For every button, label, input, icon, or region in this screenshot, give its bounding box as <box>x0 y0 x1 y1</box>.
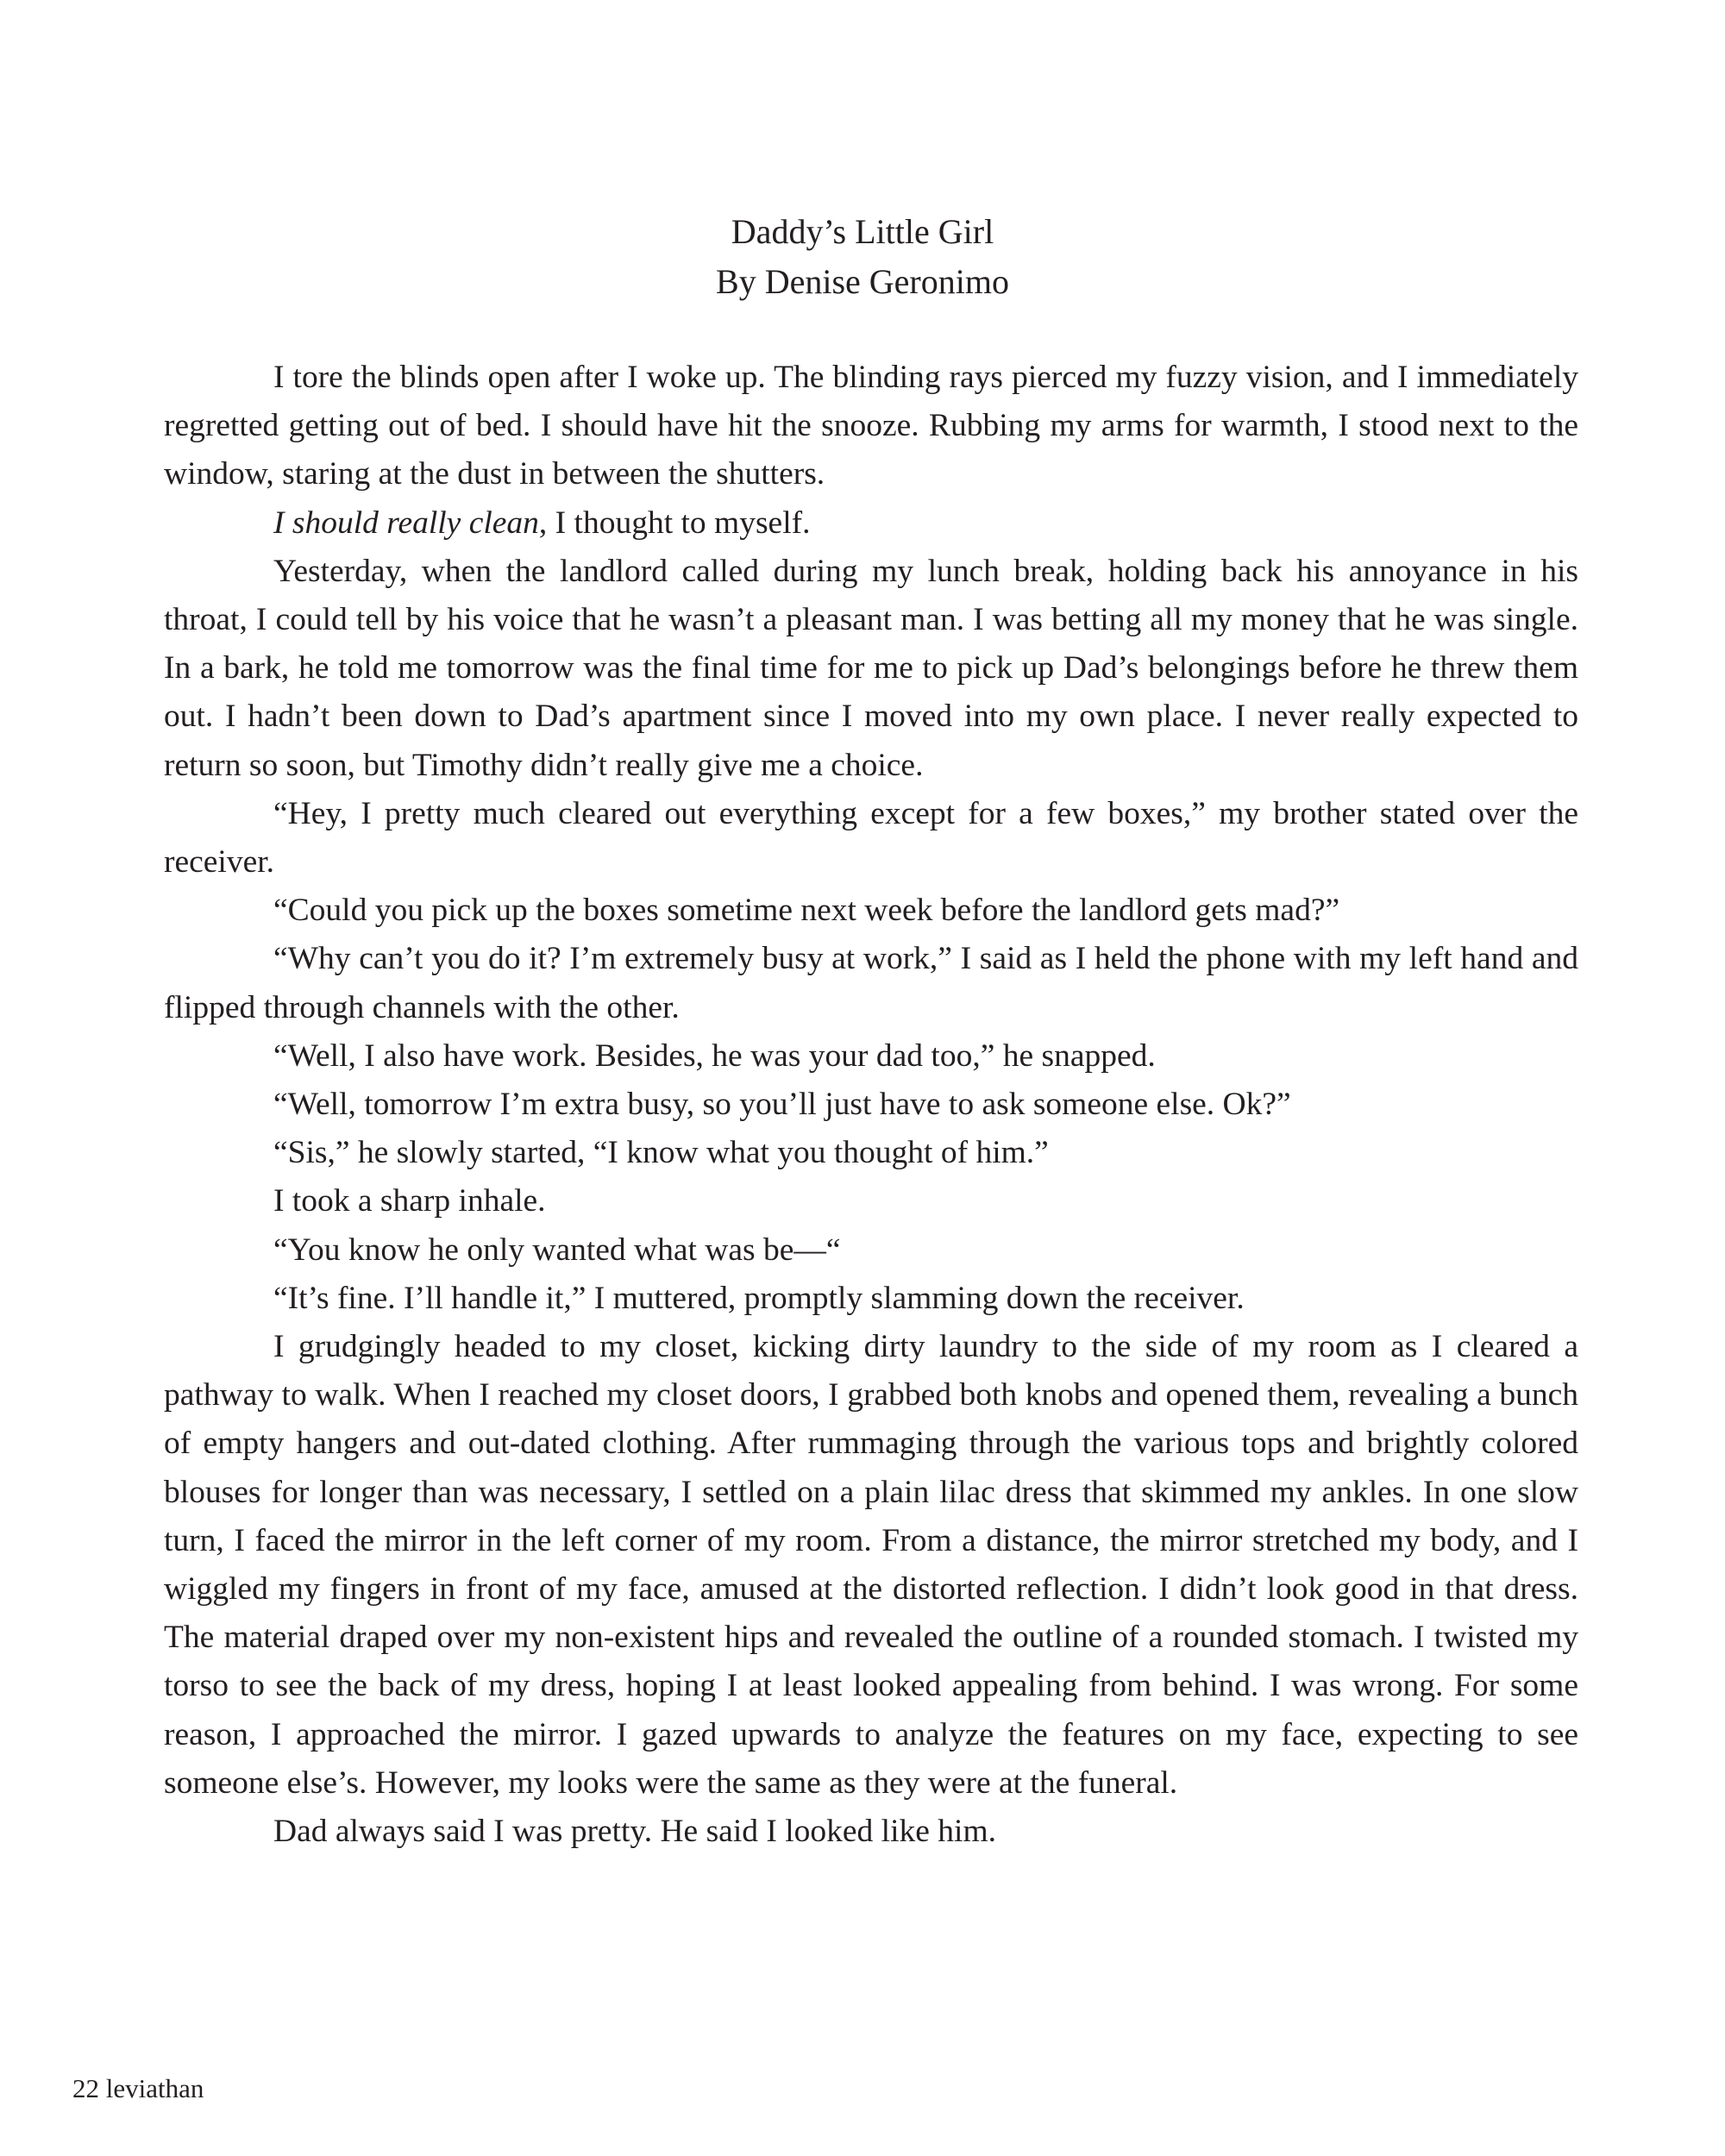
story-header <box>0 207 1725 307</box>
story-paragraph: I tore the blinds open after I woke up. The blinding rays pierced my fuzzy vision, and I immediately regretted getting out of bed. I should have hit the snooze. Rubbing my arms for warmth, I stood next to the window, staring at the dust in between the shutters. <box>164 360 1578 492</box>
story-byline: By Denise Geronimo <box>716 262 1009 301</box>
thought-tail: , I thought to myself. <box>538 505 811 541</box>
story-paragraph: “Sis,” he slowly started, “I know what you thought of him.” <box>273 1135 1049 1171</box>
story-paragraph: “Hey, I pretty much cleared out everything except for a few boxes,” my brother stated over the receiver. <box>164 795 1578 881</box>
story-paragraph: “Well, I also have work. Besides, he was your dad too,” he snapped. <box>273 1037 1156 1074</box>
story-body <box>164 354 1578 1856</box>
story-paragraph: I grudgingly headed to my closet, kicking dirty laundry to the side of my room as I cleared a pathway to walk. When I reached my closet doors, I grabbed both knobs and opened them, revealing a bunch of empty hangers and out-dated clothing. After rummaging through the various tops and brightly colored blouses for longer than was necessary, I settled on a plain lilac dress that skimmed my ankles. In one slow turn, I faced the mirror in the left corner of my room. From a distance, the mirror stretched my body, and I wiggled my fingers in front of my face, amused at the distorted reflection. I didn’t look good in that dress. The material draped over my non-existent hips and revealed the outline of a rounded stomach. I twisted my torso to see the back of my dress, hoping I at least looked appealing from behind. I was wrong. For some reason, I approached the mirror. I gazed upwards to analyze the features on my face, expecting to see someone else’s. However, my looks were the same as they were at the funeral. <box>164 1329 1578 1801</box>
story-paragraph: “Could you pick up the boxes sometime next week before the landlord gets mad?” <box>273 893 1340 929</box>
story-paragraph: I took a sharp inhale. <box>273 1183 546 1219</box>
story-paragraph: “Well, tomorrow I’m extra busy, so you’ll just have to ask someone else. Ok?” <box>273 1087 1291 1123</box>
story-title: Daddy’s Little Girl <box>731 212 994 251</box>
story-paragraph: Dad always said I was pretty. He said I looked like him. <box>273 1814 996 1850</box>
story-paragraph: “Why can’t you do it? I’m extremely busy at work,” I said as I held the phone with my left hand and flipped through channels with the other. <box>164 941 1578 1025</box>
page-footer: 22 leviathan <box>72 2073 204 2103</box>
story-paragraph: Yesterday, when the landlord called during my lunch break, holding back his annoyance in his throat, I could tell by his voice that he wasn’t a pleasant man. I was betting all my money that he was single. In a bark, he told me tomorrow was the final time for me to pick up Dad’s belongings before he threw them out. I hadn’t been down to Dad’s apartment since I moved into my own place. I never really expected to return so soon, but Timothy didn’t really give me a choice. <box>164 553 1578 783</box>
story-paragraph: “It’s fine. I’ll handle it,” I muttered, promptly slamming down the receiver. <box>273 1280 1245 1316</box>
story-paragraph: “You know he only wanted what was be—“ <box>273 1232 841 1268</box>
story-paragraph <box>164 499 1578 548</box>
italic-thought: I should really clean <box>273 505 539 541</box>
